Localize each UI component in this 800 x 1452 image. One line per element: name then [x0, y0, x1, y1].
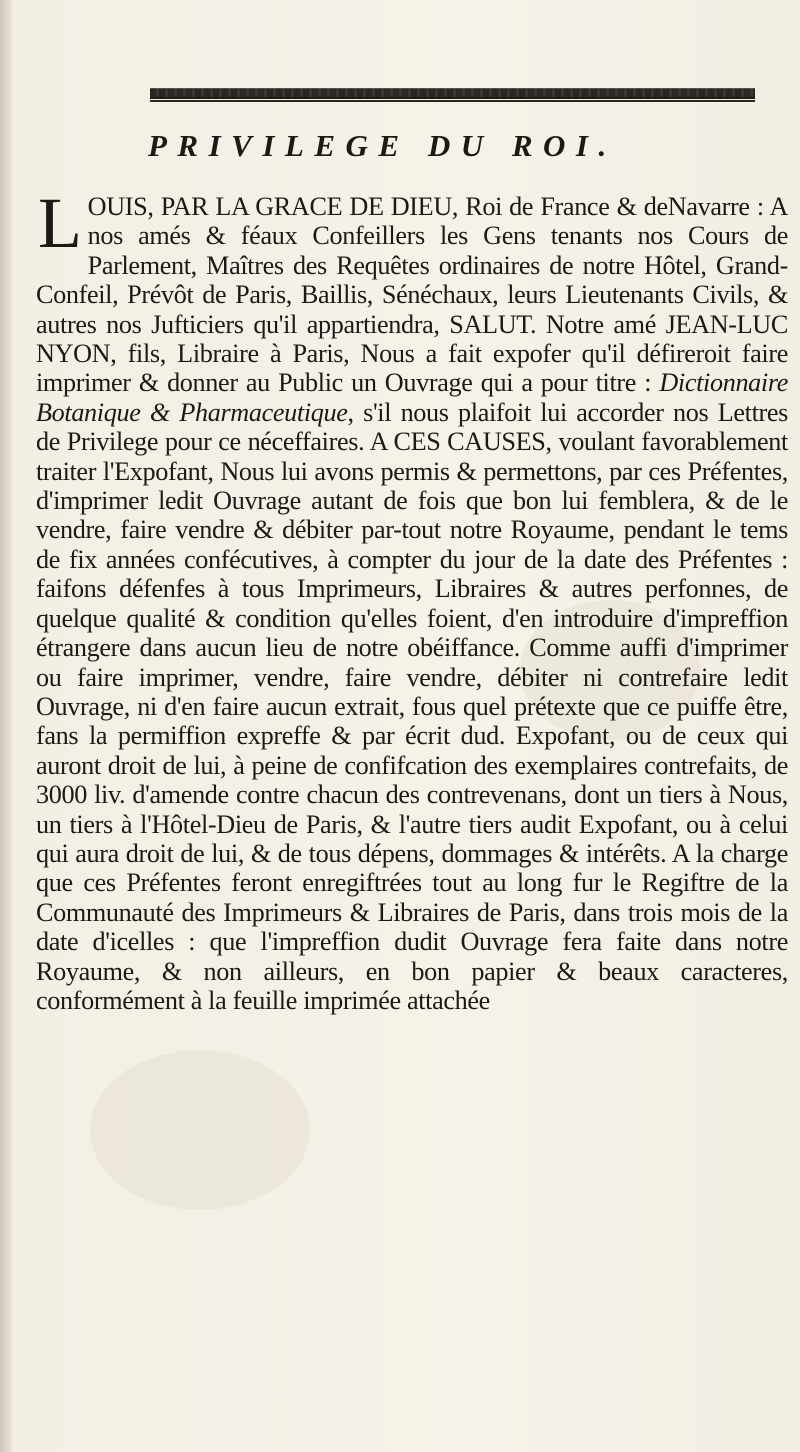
causes: CES CAUSES — [393, 427, 546, 457]
publisher-name: JEAN-LUC NYON — [36, 309, 788, 369]
salut: SALUT. — [449, 309, 537, 339]
body-part: Notre amé — [536, 309, 666, 339]
king-name: OUIS — [87, 192, 148, 221]
thin-rule — [150, 100, 755, 102]
paper-stain — [90, 1050, 310, 1210]
page-title: PRIVILEGE DU ROI. — [148, 128, 617, 163]
body-part: , voulant favorablement traiter l'Expofant, Nous lui avons permis & permettons, par ces Préfentes, d'imprimer ledit Ouvrage autant de fois que bon lui femblera, & de le vendre, faire vendre & débiter par-tout notre Royaume, pendant le tems de fix années confécutives, à compter du jour de la date des Préfentes : faifons défenfes à tous Imprimeurs, Libraires & autres perfonnes, de quelque qualité & condition qu'elles foient, d'en introduire d'impreffion étrangere dans aucun lieu de notre obéiffance. Comme auffi d'imprimer ou faire imprimer, vendre, faire vendre, débiter ni contrefaire ledit Ouvrage, ni d'en faire aucun extrait, fous quel prétexte que ce puiffe être, fans la permiffion expreffe & par écrit dud. Expofant, ou de ceux qui auront droit de lui, à peine de confifcation des exemplaires contrefaits, de 3000 liv. d'amende contre chacun des contrevenans, dont un tiers à Nous, un tiers à l'Hôtel-Dieu de Paris, & l'autre tiers audit Expofant, ou à celui qui aura droit de lui, & de tous dépens, dommages & intérêts. A la charge que ces Préfentes feront enregiftrées tout au long fur le Regiftre de la Communauté des Imprimeurs & Libraires de Paris, dans trois mois de la date d'icelles : que l'impreffion dudit Ouvrage fera faite dans notre Royaume, & non ailleurs, en bon papier & beaux caracteres, conformément à la feuille imprimée attachée — [36, 427, 788, 1015]
privilege-text — [36, 183, 789, 1015]
drop-cap: L — [38, 183, 82, 263]
address-text: Roi de France & deNavarre : A nos amés & féaux Confeillers les Gens tenants nos Cours de Parlement, Maîtres des Requêtes ordinaires de notre Hôtel, Grand-Confeil, Prévôt de Paris, Baillis, Sénéchaux, leurs Lieutenants Civils, & autres nos Jufticiers qu'il appartiendra, — [36, 192, 789, 339]
body-part: , fils, Libraire à Paris, Nous a fait expofer qu'il défireroit faire imprimer & donner au Public un Ouvrage qui a pour titre : — [36, 339, 788, 398]
ornamental-rule — [150, 88, 755, 99]
binding-edge — [0, 0, 12, 1452]
work-title: Dictionnaire Botanique & Pharmaceutique — [36, 368, 788, 427]
body-part: , s'il nous plaifoit lui accorder nos Lettres de Privilege pour ce néceffaires. A — [36, 397, 788, 457]
royal-formula: , PAR LA GRACE DE DIEU, — [147, 192, 459, 221]
